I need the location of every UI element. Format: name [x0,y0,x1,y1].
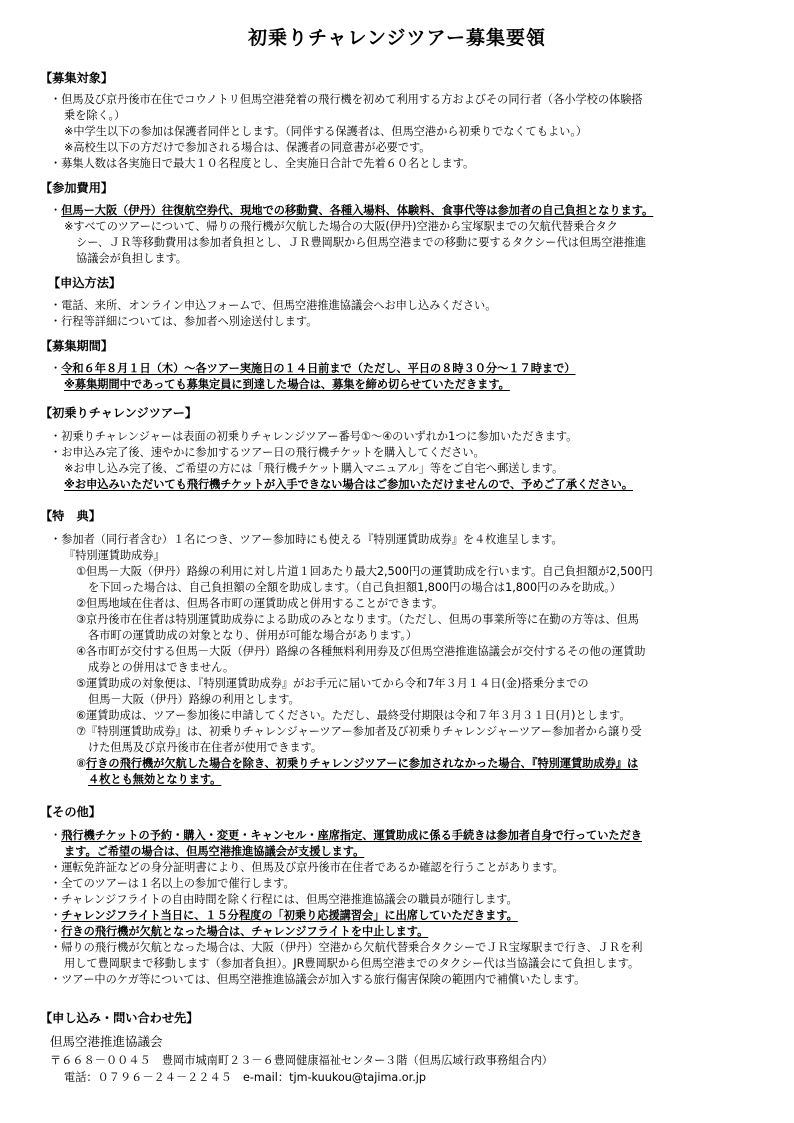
contact-phone-email: 電話：０７９６－２４－２２４５ e-mail：tjm-kuukou@tajima.or.jp [64,1071,426,1084]
section-heading-contact: 【申し込み・問い合わせ先】 [40,1011,199,1025]
period-date-text: 令和６年８月１日（木）～各ツアー実施日の１４日前まで（ただし、平日の８時３０分～１７時まで） [61,362,576,375]
other-emphasis-text: 行きの飛行機が欠航となった場合は、チャレンジフライトを中止します。 [61,925,429,938]
other-emphasis-text: 飛行機チケットの予約・購入・変更・キャンセル・座席指定、運賃助成に係る手続きは参加者自身で行っていただき [61,829,642,842]
apply-line: ・電話、来所、オンライン申込フォームで、但馬空港推進協議会へお申し込みください。 [50,299,497,312]
bullet: ・ [50,829,62,842]
other-line: ・全てのツアーは１名以上の参加で催行します。 [50,877,295,890]
section-heading-target: 【募集対象】 [40,71,114,85]
benefit-line: ・参加者（同行者含む）１名につき、ツアー参加時にも使える『特別運賃助成券』を４枚進呈します。 [50,533,563,546]
cost-line: ※すべてのツアーについて、帰りの飛行機が欠航した場合の大阪(伊丹)空港から宝塚駅までの欠航代替乗合タク [64,220,618,233]
cost-line: シー、ＪＲ等移動費用は参加者負担とし、ＪＲ豊岡駅から但馬空港までの移動に要するタクシー代は但馬空港推進 [76,236,647,249]
contact-address: 〒６６８－００４５ 豊岡市城南町２３－６豊岡健康福祉センター３階（但馬広域行政事務組合内） [50,1054,553,1067]
cost-line: 協議会が負担します。 [76,252,187,265]
benefit-line: を下回った場合は、自己負担額の全額を助成します。（自己負担額1,800円の場合は1,800円のみを助成。） [88,581,622,594]
benefit-line-emphasis [76,756,638,771]
other-emphasis-cont: ます。ご希望の場合は、但馬空港推進協議会が支援します。 [64,845,365,858]
cost-emphasis-text: 但馬ー大阪（伊丹）往復航空券代、現地での移動費、各種入場料、体験料、食事代等は参加者の自己負担となります。 [61,204,654,217]
bullet: ・ [50,362,62,375]
target-line: ・但馬及び京丹後市在住でコウノトリ但馬空港発着の飛行機を初めて利用する方およびその同行者（各小学校の体験搭 [50,93,643,106]
other-line-emphasis [50,924,428,939]
other-emphasis-text: チャレンジフライト当日に、１５分程度の「初乗り応援講習会」に出席していただきます。 [61,909,518,922]
other-line: ・帰りの飛行機が欠航となった場合は、大阪（伊丹）空港から欠航代替乗合タクシーでＪＲ宝塚駅まで行き、ＪＲを利 [50,941,643,954]
tour-line: ※お申し込み完了後、ご希望の方には「飛行機チケット購入マニュアル」等をご自宅へ郵送します。 [64,462,564,475]
section-heading-tour: 【初乗りチャレンジツアー】 [40,406,198,420]
bullet: ・ [50,204,62,217]
benefit-line: ③京丹後市在住者は特別運賃助成券による助成のみとなります。（ただし、但馬の事業所等に在勤の方等は、但馬 [76,613,639,626]
target-line: ※高校生以下の方だけで参加される場合は、保護者の同意書が必要です。 [64,141,431,154]
other-line: ・ツアー中のケガ等については、但馬空港推進協議会が加入する旅行傷害保険の範囲内で補償いたします。 [50,973,586,986]
target-line: 乗を除く。） [64,109,126,122]
benefit-line: 『特別運賃助成券』 [64,549,165,562]
period-note: ※募集期間中であっても募集定員に到達した場合は、募集を締め切らせていただきます。 [64,378,510,391]
other-line: ・運転免許証などの身分証明書により、但馬及び京丹後市在住者であるか確認を行うことがあります。 [50,861,564,874]
other-line-emphasis [50,828,642,843]
item-number: ⑧ [76,757,87,770]
section-heading-cost: 【参加費用】 [40,181,114,195]
target-line: ・募集人数は各実施日で最大１０名程度とし、全実施日合計で先着６０名とします。 [50,157,475,170]
benefit-line: 成券との併用はできません。 [88,661,235,674]
benefit-line: ②但馬地域在住者は、但馬各市町の運賃助成と併用することができます。 [76,597,444,610]
benefit-line: ⑥運賃助成は、ツアー参加後に申請してください。ただし、最終受付期限は令和７年３月３１日(月)とします。 [76,709,631,722]
benefit-line: ⑤運賃助成の対象便は、『特別運賃助成券』がお手元に届いてから令和7年３月１４日(金)搭乗分までの [76,677,589,690]
apply-line: ・行程等詳細については、参加者へ別途送付します。 [50,315,318,328]
benefit-line: けた但馬及び京丹後市在住者が使用できます。 [88,741,323,754]
benefit-line: 各市町の運賃助成の対象となり、併用が可能な場合があります。） [88,629,418,642]
benefit-line: ①但馬－大阪（伊丹）路線の利用に対し片道１回あたり最大2,500円の運賃助成を行います。自己負担額が2,500円 [76,565,653,578]
tour-note-emphasis: ※お申込みいただいても飛行機チケットが入手できない場合はご参加いただけませんので、予めご了承ください。 [64,478,634,491]
benefit-line: 但馬－大阪（伊丹）路線の利用とします。 [88,693,300,706]
period-line-date [50,361,576,376]
tour-line: ・お申込み完了後、速やかに参加するツアー日の飛行機チケットを購入してください。 [50,446,485,459]
other-line-emphasis [50,908,518,923]
cost-line-emphasis [50,203,653,218]
benefit-line: ⑦『特別運賃助成券』は、初乗りチャレンジャーツアー参加者及び初乗りチャレンジャーツアー参加者から譲り受 [76,725,642,738]
page-title: 初乗りチャレンジツアー募集要領 [248,27,546,49]
benefit-line: ④各市町が交付する但馬－大阪（伊丹）路線の各種無料利用券及び但馬空港推進協議会が交付するその他の運賃助 [76,645,646,658]
benefit-emphasis-text: 行きの飛行機が欠航した場合を除き、初乗りチャレンジツアーに参加されなかった場合、『特別運賃助成券』は [86,757,639,770]
other-line: ・チャレンジフライトの自由時間を除く行程には、但馬空港推進協議会の職員が随行します。 [50,893,518,906]
contact-organization: 但馬空港推進協議会 [50,1034,163,1049]
section-heading-other: 【その他】 [40,805,101,819]
section-heading-period: 【募集期間】 [40,339,114,353]
bullet: ・ [50,925,62,938]
bullet: ・ [50,909,62,922]
tour-line: ・初乗りチャレンジャーは表面の初乗りチャレンジツアー番号①～④のいずれか1つに参加いただきます。 [50,430,578,443]
section-heading-apply: 【申込方法】 [48,276,122,290]
target-line: ※中学生以下の参加は保護者同伴とします。（同伴する保護者は、但馬空港から初乗りでなくてもよい。） [64,125,588,138]
benefit-emphasis-cont: ４枚とも無効となります。 [88,773,222,786]
other-line: 用して豊岡駅まで移動します（参加者負担）。JR豊岡駅から但馬空港までのタクシー代は当協議会にて負担します。 [64,957,640,970]
section-heading-benefit: 【特 典】 [40,509,101,523]
